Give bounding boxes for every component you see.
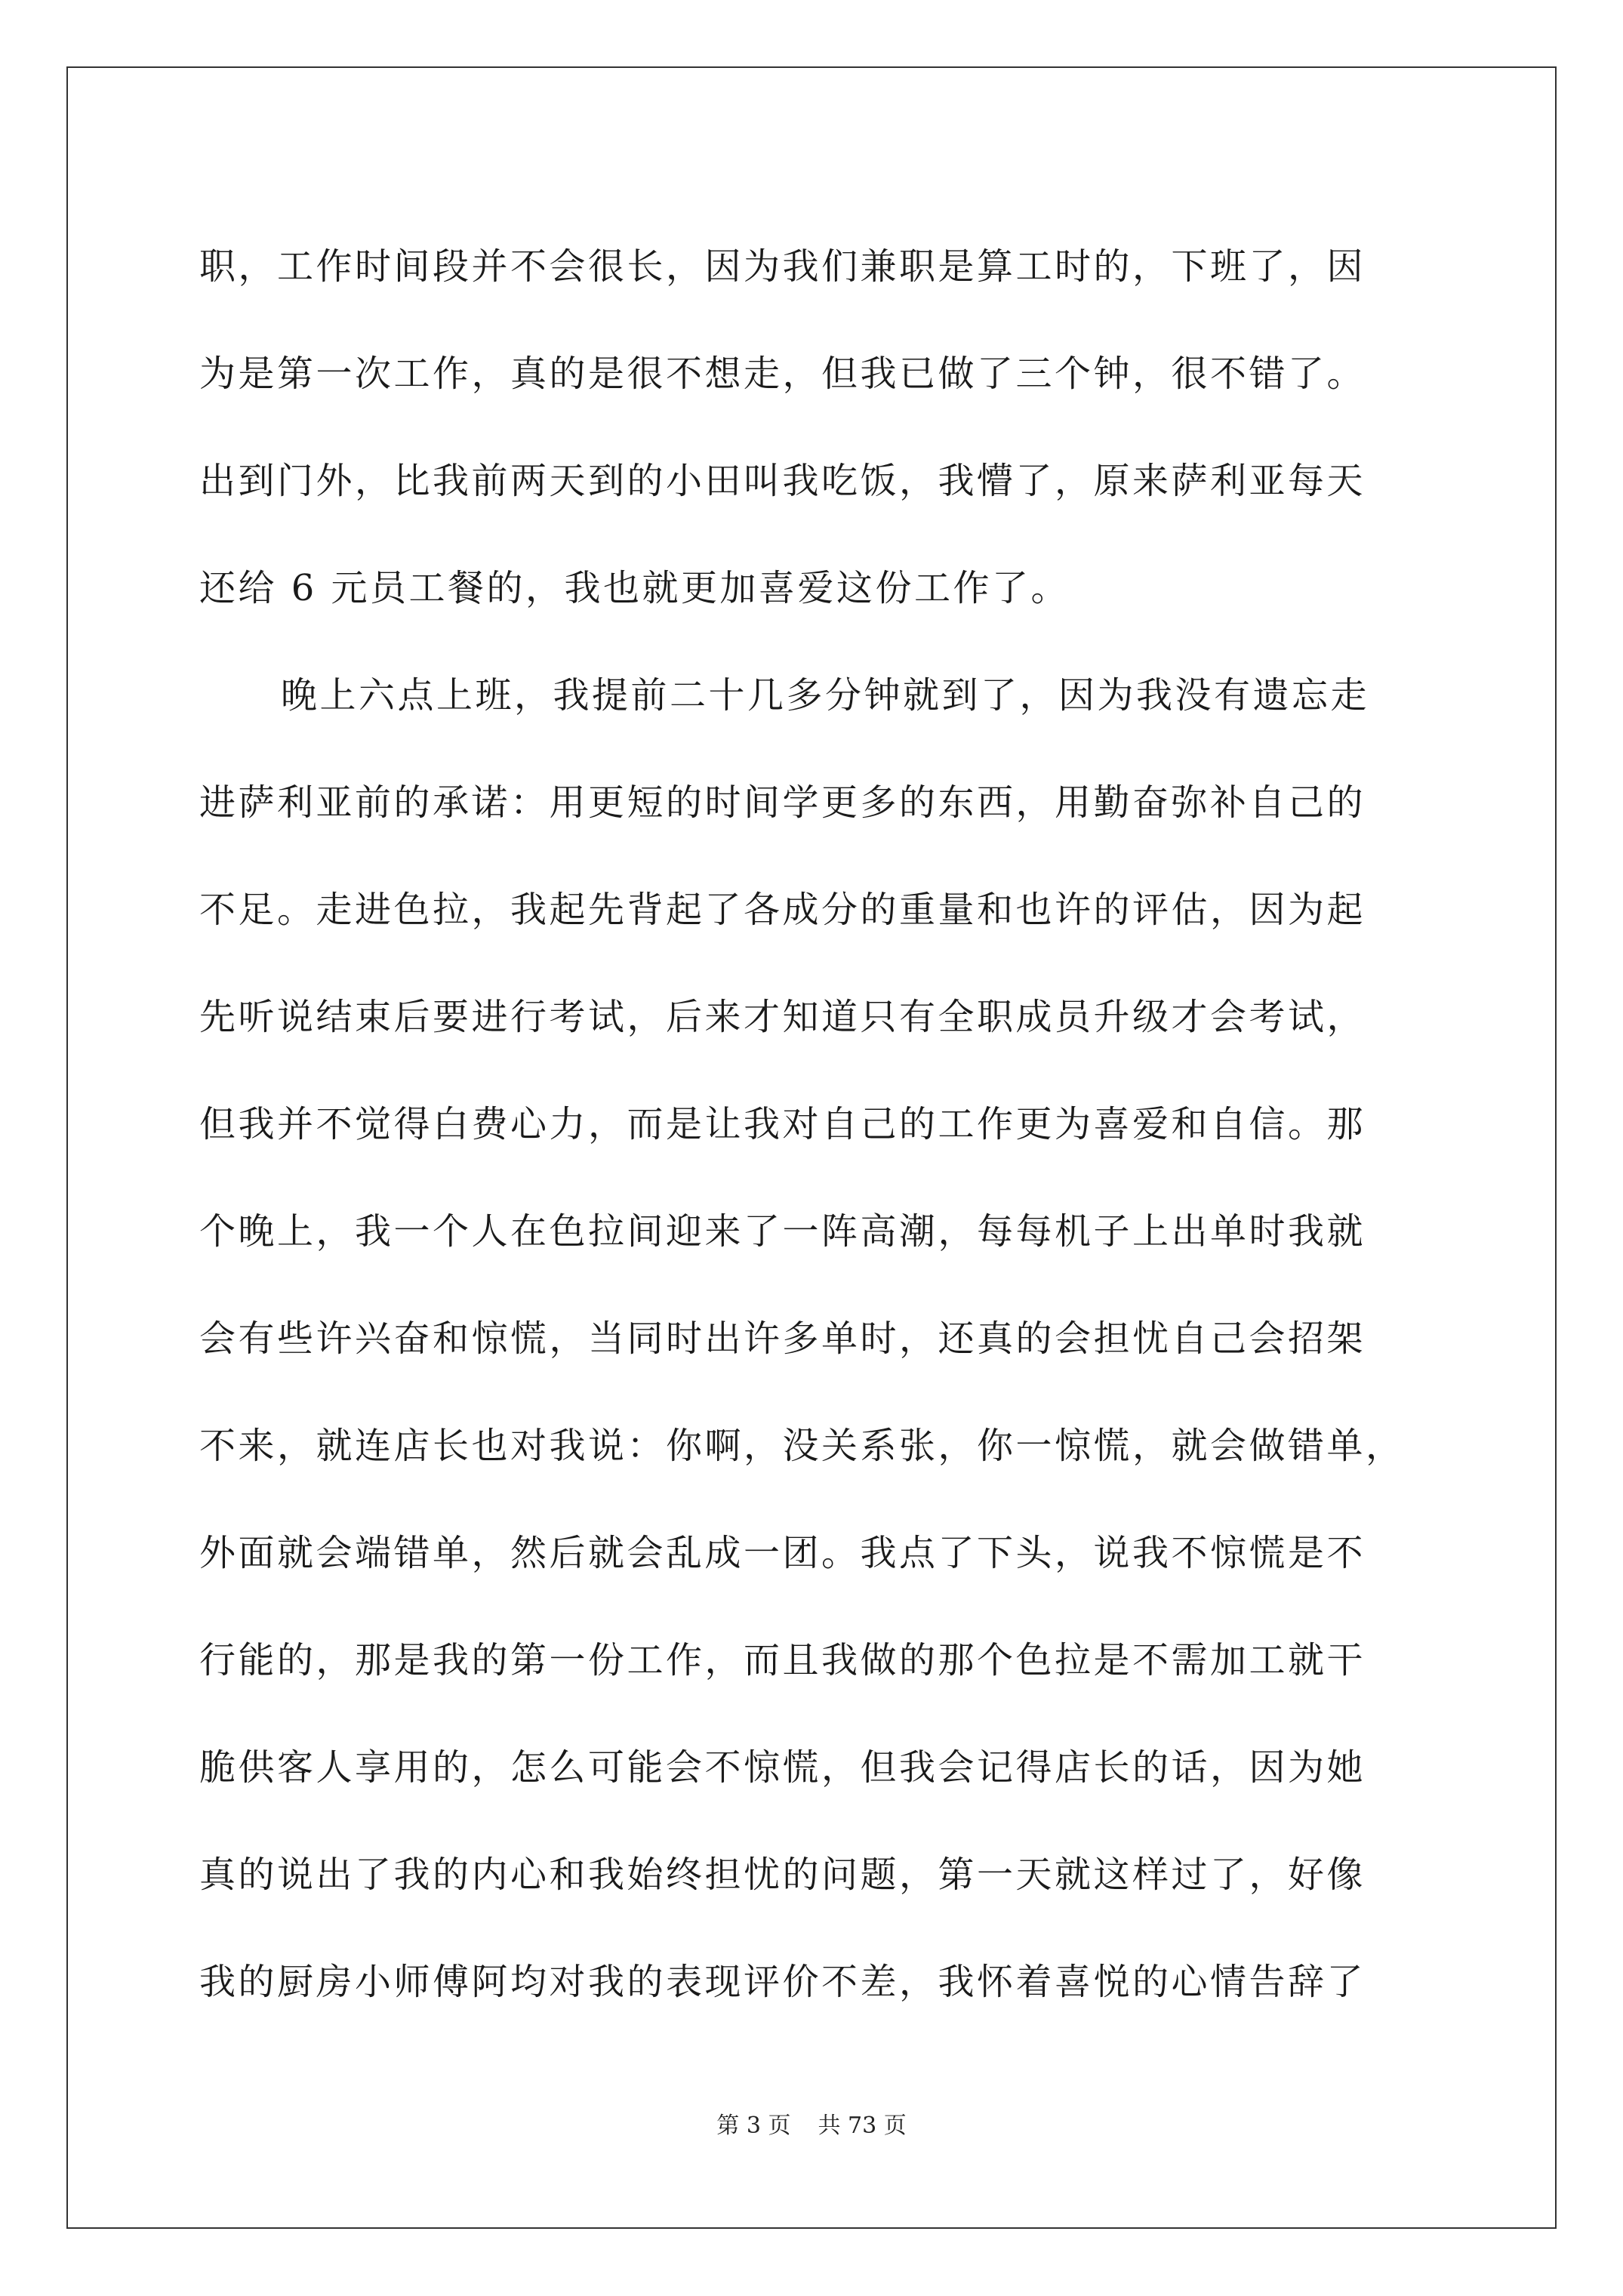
text-line: 出到门外，比我前两天到的小田叫我吃饭，我懵了，原来萨利亚每天 xyxy=(199,460,1366,502)
text-line: 不来，就连店长也对我说：你啊，没关系张，你一惊慌，就会做错单， xyxy=(199,1425,1405,1467)
text-line: 为是第一次工作，真的是很不想走，但我已做了三个钟，很不错了。 xyxy=(199,353,1366,395)
text-line: 行能的，那是我的第一份工作，而且我做的那个色拉是不需加工就干 xyxy=(199,1639,1366,1681)
text-line: 但我并不觉得白费心力，而是让我对自己的工作更为喜爱和自信。那 xyxy=(199,1103,1366,1145)
text-line: 我的厨房小师傅阿均对我的表现评价不差，我怀着喜悦的心情告辞了 xyxy=(199,1961,1366,2003)
text-line: 外面就会端错单，然后就会乱成一团。我点了下头，说我不惊慌是不 xyxy=(199,1532,1366,1574)
text-line: 脆供客人享用的，怎么可能会不惊慌，但我会记得店长的话，因为她 xyxy=(199,1746,1366,1789)
page-footer xyxy=(0,2111,1623,2141)
text-line: 会有些许兴奋和惊慌，当同时出许多单时，还真的会担忧自己会招架 xyxy=(199,1318,1366,1360)
page-total: 共 73 页 xyxy=(818,2113,907,2139)
text-line: 个晚上，我一个人在色拉间迎来了一阵高潮，每每机子上出单时我就 xyxy=(199,1210,1366,1253)
text-line: 还给 6 元员工餐的，我也就更加喜爱这份工作了。 xyxy=(199,567,1070,609)
text-line: 晚上六点上班，我提前二十几多分钟就到了，因为我没有遗忘走 xyxy=(281,674,1370,717)
text-line: 职，工作时间段并不会很长，因为我们兼职是算工时的，下班了，因 xyxy=(199,245,1366,288)
page-number: 第 3 页 xyxy=(716,2113,791,2139)
text-line: 真的说出了我的内心和我始终担忧的问题，第一天就这样过了，好像 xyxy=(199,1854,1366,1896)
text-line: 不足。走进色拉，我起先背起了各成分的重量和也许的评估，因为起 xyxy=(199,889,1366,931)
text-line: 进萨利亚前的承诺：用更短的时间学更多的东西，用勤奋弥补自己的 xyxy=(199,781,1366,824)
text-line: 先听说结束后要进行考试，后来才知道只有全职成员升级才会考试， xyxy=(199,996,1366,1038)
document-body xyxy=(199,213,1452,2036)
